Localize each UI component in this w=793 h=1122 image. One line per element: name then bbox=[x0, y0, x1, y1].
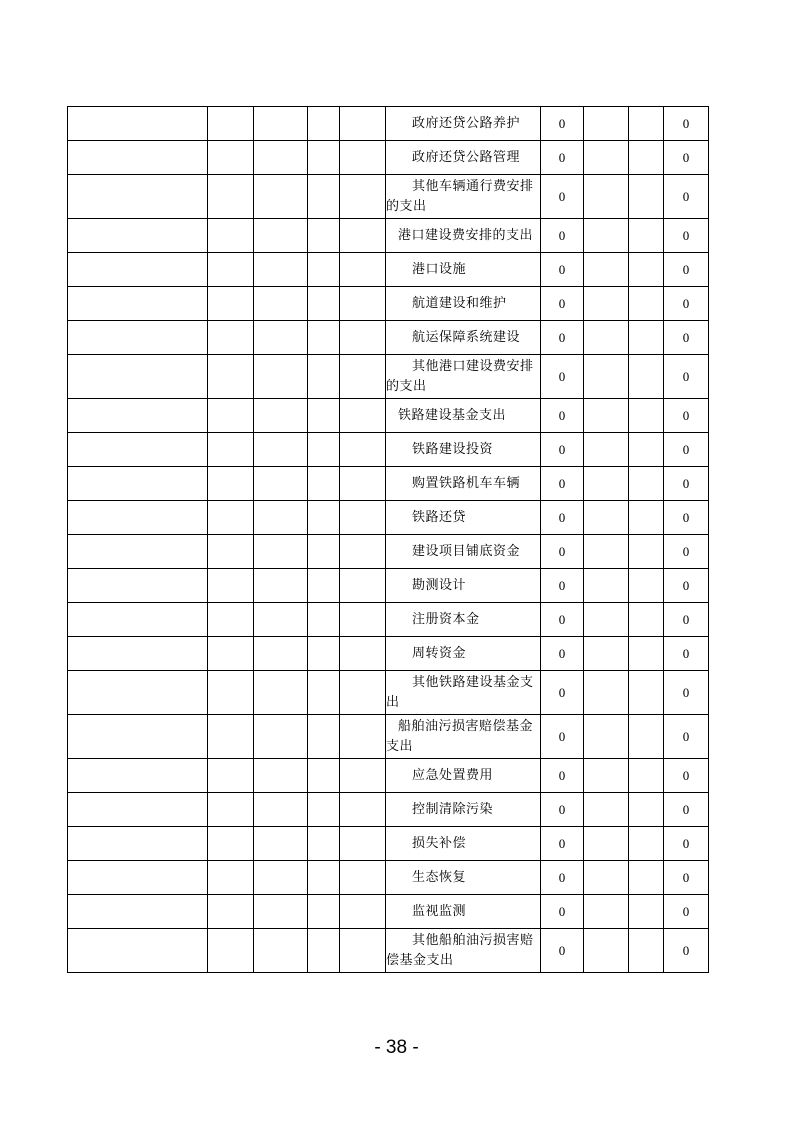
table-row bbox=[68, 603, 709, 637]
cell-c9 bbox=[629, 467, 664, 501]
cell-c3 bbox=[254, 895, 308, 929]
cell-c4 bbox=[308, 793, 340, 827]
cell-c1 bbox=[68, 759, 208, 793]
cell-c3 bbox=[254, 399, 308, 433]
cell-c1 bbox=[68, 253, 208, 287]
cell-c2 bbox=[208, 895, 254, 929]
cell-c8 bbox=[584, 895, 629, 929]
cell-c3 bbox=[254, 715, 308, 759]
table-row bbox=[68, 535, 709, 569]
cell-c2 bbox=[208, 861, 254, 895]
cell-c4 bbox=[308, 219, 340, 253]
cell-c8 bbox=[584, 671, 629, 715]
cell-c2 bbox=[208, 141, 254, 175]
cell-c2 bbox=[208, 793, 254, 827]
cell-c4 bbox=[308, 861, 340, 895]
cell-c5 bbox=[340, 569, 386, 603]
item-name: 应急处置费用 bbox=[412, 767, 494, 783]
value-cell: 0 bbox=[541, 355, 584, 399]
cell-c9 bbox=[629, 399, 664, 433]
value-cell: 0 bbox=[541, 175, 584, 219]
cell-c5 bbox=[340, 603, 386, 637]
value-cell: 0 bbox=[664, 253, 709, 287]
cell-c4 bbox=[308, 535, 340, 569]
cell-c2 bbox=[208, 321, 254, 355]
cell-c5 bbox=[340, 759, 386, 793]
value-cell: 0 bbox=[664, 827, 709, 861]
cell-c9 bbox=[629, 929, 664, 973]
item-name: 其他铁路建设基金支出 bbox=[386, 674, 534, 710]
item-name-cell bbox=[386, 175, 541, 219]
cell-c9 bbox=[629, 637, 664, 671]
cell-c8 bbox=[584, 107, 629, 141]
cell-c3 bbox=[254, 141, 308, 175]
cell-c9 bbox=[629, 175, 664, 219]
cell-c2 bbox=[208, 715, 254, 759]
value-cell: 0 bbox=[541, 793, 584, 827]
item-name-cell bbox=[386, 929, 541, 973]
cell-c1 bbox=[68, 399, 208, 433]
value-cell: 0 bbox=[664, 793, 709, 827]
budget-table bbox=[67, 106, 709, 973]
cell-c8 bbox=[584, 219, 629, 253]
cell-c4 bbox=[308, 175, 340, 219]
page-number: - 38 - bbox=[374, 1037, 419, 1058]
value-cell: 0 bbox=[664, 895, 709, 929]
cell-c5 bbox=[340, 321, 386, 355]
value-cell: 0 bbox=[541, 827, 584, 861]
item-name: 生态恢复 bbox=[412, 869, 467, 885]
cell-c5 bbox=[340, 175, 386, 219]
cell-c3 bbox=[254, 603, 308, 637]
item-name-cell bbox=[386, 253, 541, 287]
item-name-cell bbox=[386, 399, 541, 433]
value-cell: 0 bbox=[541, 637, 584, 671]
cell-c2 bbox=[208, 219, 254, 253]
value-cell: 0 bbox=[541, 929, 584, 973]
cell-c3 bbox=[254, 861, 308, 895]
cell-c8 bbox=[584, 501, 629, 535]
item-name: 航运保障系统建设 bbox=[412, 329, 521, 345]
table-row bbox=[68, 793, 709, 827]
value-cell: 0 bbox=[664, 467, 709, 501]
item-name-cell bbox=[386, 793, 541, 827]
cell-c5 bbox=[340, 827, 386, 861]
item-name: 航道建设和维护 bbox=[412, 295, 507, 311]
cell-c4 bbox=[308, 355, 340, 399]
item-name: 政府还贷公路管理 bbox=[412, 149, 521, 165]
table-row bbox=[68, 219, 709, 253]
cell-c9 bbox=[629, 793, 664, 827]
cell-c3 bbox=[254, 827, 308, 861]
cell-c4 bbox=[308, 253, 340, 287]
cell-c9 bbox=[629, 433, 664, 467]
cell-c5 bbox=[340, 715, 386, 759]
value-cell: 0 bbox=[664, 603, 709, 637]
cell-c2 bbox=[208, 107, 254, 141]
cell-c1 bbox=[68, 467, 208, 501]
table-row bbox=[68, 287, 709, 321]
cell-c3 bbox=[254, 793, 308, 827]
value-cell: 0 bbox=[664, 861, 709, 895]
cell-c2 bbox=[208, 467, 254, 501]
item-name-cell bbox=[386, 141, 541, 175]
cell-c9 bbox=[629, 253, 664, 287]
value-cell: 0 bbox=[541, 287, 584, 321]
cell-c1 bbox=[68, 107, 208, 141]
item-name: 港口设施 bbox=[412, 261, 467, 277]
cell-c1 bbox=[68, 287, 208, 321]
value-cell: 0 bbox=[541, 603, 584, 637]
value-cell: 0 bbox=[541, 219, 584, 253]
cell-c5 bbox=[340, 861, 386, 895]
value-cell: 0 bbox=[541, 253, 584, 287]
value-cell: 0 bbox=[541, 433, 584, 467]
item-name-cell bbox=[386, 895, 541, 929]
cell-c8 bbox=[584, 929, 629, 973]
cell-c2 bbox=[208, 569, 254, 603]
cell-c4 bbox=[308, 895, 340, 929]
cell-c3 bbox=[254, 321, 308, 355]
cell-c8 bbox=[584, 827, 629, 861]
cell-c1 bbox=[68, 827, 208, 861]
table-row bbox=[68, 861, 709, 895]
cell-c5 bbox=[340, 929, 386, 973]
item-name: 其他港口建设费安排的支出 bbox=[386, 358, 534, 394]
value-cell: 0 bbox=[664, 501, 709, 535]
value-cell: 0 bbox=[541, 467, 584, 501]
table-row bbox=[68, 827, 709, 861]
value-cell: 0 bbox=[664, 637, 709, 671]
cell-c4 bbox=[308, 715, 340, 759]
cell-c5 bbox=[340, 141, 386, 175]
cell-c5 bbox=[340, 219, 386, 253]
table-body bbox=[68, 107, 709, 973]
cell-c3 bbox=[254, 107, 308, 141]
cell-c9 bbox=[629, 501, 664, 535]
cell-c4 bbox=[308, 321, 340, 355]
value-cell: 0 bbox=[541, 759, 584, 793]
cell-c1 bbox=[68, 141, 208, 175]
table-row bbox=[68, 175, 709, 219]
cell-c8 bbox=[584, 793, 629, 827]
item-name: 铁路建设投资 bbox=[412, 441, 494, 457]
cell-c8 bbox=[584, 141, 629, 175]
value-cell: 0 bbox=[664, 433, 709, 467]
table-row bbox=[68, 253, 709, 287]
value-cell: 0 bbox=[664, 355, 709, 399]
cell-c2 bbox=[208, 827, 254, 861]
item-name-cell bbox=[386, 287, 541, 321]
item-name: 损失补偿 bbox=[412, 835, 467, 851]
cell-c8 bbox=[584, 287, 629, 321]
cell-c1 bbox=[68, 501, 208, 535]
cell-c8 bbox=[584, 321, 629, 355]
cell-c3 bbox=[254, 535, 308, 569]
cell-c1 bbox=[68, 433, 208, 467]
cell-c4 bbox=[308, 929, 340, 973]
item-name: 其他车辆通行费安排的支出 bbox=[386, 178, 534, 214]
cell-c1 bbox=[68, 175, 208, 219]
item-name-cell bbox=[386, 355, 541, 399]
cell-c8 bbox=[584, 535, 629, 569]
value-cell: 0 bbox=[664, 671, 709, 715]
item-name: 铁路建设基金支出 bbox=[398, 407, 507, 423]
cell-c9 bbox=[629, 569, 664, 603]
cell-c1 bbox=[68, 895, 208, 929]
cell-c4 bbox=[308, 399, 340, 433]
cell-c1 bbox=[68, 715, 208, 759]
cell-c4 bbox=[308, 827, 340, 861]
value-cell: 0 bbox=[541, 141, 584, 175]
cell-c9 bbox=[629, 671, 664, 715]
cell-c4 bbox=[308, 671, 340, 715]
value-cell: 0 bbox=[541, 501, 584, 535]
value-cell: 0 bbox=[541, 569, 584, 603]
value-cell: 0 bbox=[664, 399, 709, 433]
item-name: 购置铁路机车车辆 bbox=[412, 475, 521, 491]
cell-c5 bbox=[340, 793, 386, 827]
cell-c3 bbox=[254, 219, 308, 253]
value-cell: 0 bbox=[541, 321, 584, 355]
cell-c4 bbox=[308, 433, 340, 467]
value-cell: 0 bbox=[541, 671, 584, 715]
cell-c2 bbox=[208, 399, 254, 433]
cell-c2 bbox=[208, 287, 254, 321]
cell-c4 bbox=[308, 141, 340, 175]
value-cell: 0 bbox=[664, 535, 709, 569]
item-name: 政府还贷公路养护 bbox=[412, 115, 521, 131]
table-row bbox=[68, 321, 709, 355]
cell-c8 bbox=[584, 467, 629, 501]
value-cell: 0 bbox=[541, 399, 584, 433]
cell-c4 bbox=[308, 637, 340, 671]
item-name-cell bbox=[386, 535, 541, 569]
value-cell: 0 bbox=[664, 759, 709, 793]
cell-c2 bbox=[208, 433, 254, 467]
table-row bbox=[68, 569, 709, 603]
cell-c8 bbox=[584, 433, 629, 467]
table-row bbox=[68, 141, 709, 175]
table-row bbox=[68, 759, 709, 793]
cell-c9 bbox=[629, 287, 664, 321]
cell-c1 bbox=[68, 603, 208, 637]
cell-c1 bbox=[68, 321, 208, 355]
item-name-cell bbox=[386, 467, 541, 501]
cell-c5 bbox=[340, 399, 386, 433]
value-cell: 0 bbox=[664, 219, 709, 253]
cell-c3 bbox=[254, 501, 308, 535]
cell-c1 bbox=[68, 569, 208, 603]
cell-c9 bbox=[629, 355, 664, 399]
item-name: 港口建设费安排的支出 bbox=[398, 227, 534, 243]
cell-c4 bbox=[308, 467, 340, 501]
cell-c5 bbox=[340, 637, 386, 671]
value-cell: 0 bbox=[664, 929, 709, 973]
cell-c9 bbox=[629, 603, 664, 637]
cell-c3 bbox=[254, 433, 308, 467]
value-cell: 0 bbox=[664, 107, 709, 141]
cell-c2 bbox=[208, 603, 254, 637]
cell-c1 bbox=[68, 637, 208, 671]
item-name: 注册资本金 bbox=[412, 611, 480, 627]
cell-c5 bbox=[340, 107, 386, 141]
cell-c5 bbox=[340, 671, 386, 715]
cell-c1 bbox=[68, 929, 208, 973]
cell-c8 bbox=[584, 175, 629, 219]
cell-c3 bbox=[254, 671, 308, 715]
cell-c5 bbox=[340, 501, 386, 535]
item-name-cell bbox=[386, 569, 541, 603]
cell-c9 bbox=[629, 107, 664, 141]
cell-c9 bbox=[629, 219, 664, 253]
cell-c3 bbox=[254, 759, 308, 793]
cell-c9 bbox=[629, 535, 664, 569]
cell-c3 bbox=[254, 175, 308, 219]
cell-c2 bbox=[208, 637, 254, 671]
cell-c9 bbox=[629, 715, 664, 759]
cell-c2 bbox=[208, 929, 254, 973]
cell-c1 bbox=[68, 355, 208, 399]
item-name: 铁路还贷 bbox=[412, 509, 467, 525]
item-name-cell bbox=[386, 433, 541, 467]
cell-c1 bbox=[68, 535, 208, 569]
item-name-cell bbox=[386, 321, 541, 355]
cell-c5 bbox=[340, 433, 386, 467]
cell-c2 bbox=[208, 253, 254, 287]
value-cell: 0 bbox=[664, 569, 709, 603]
table-row bbox=[68, 107, 709, 141]
item-name-cell bbox=[386, 603, 541, 637]
item-name: 控制清除污染 bbox=[412, 801, 494, 817]
cell-c5 bbox=[340, 355, 386, 399]
cell-c3 bbox=[254, 355, 308, 399]
cell-c5 bbox=[340, 253, 386, 287]
item-name: 勘测设计 bbox=[412, 577, 467, 593]
cell-c4 bbox=[308, 569, 340, 603]
table-row bbox=[68, 895, 709, 929]
table-row bbox=[68, 501, 709, 535]
item-name-cell bbox=[386, 671, 541, 715]
value-cell: 0 bbox=[541, 895, 584, 929]
cell-c5 bbox=[340, 467, 386, 501]
cell-c8 bbox=[584, 569, 629, 603]
cell-c4 bbox=[308, 603, 340, 637]
cell-c4 bbox=[308, 107, 340, 141]
item-name-cell bbox=[386, 827, 541, 861]
item-name-cell bbox=[386, 219, 541, 253]
item-name: 船舶油污损害赔偿基金支出 bbox=[386, 718, 534, 754]
cell-c9 bbox=[629, 827, 664, 861]
item-name: 监视监测 bbox=[412, 903, 467, 919]
cell-c2 bbox=[208, 355, 254, 399]
item-name-cell bbox=[386, 759, 541, 793]
cell-c5 bbox=[340, 287, 386, 321]
cell-c4 bbox=[308, 501, 340, 535]
cell-c8 bbox=[584, 399, 629, 433]
cell-c8 bbox=[584, 253, 629, 287]
cell-c1 bbox=[68, 219, 208, 253]
cell-c8 bbox=[584, 637, 629, 671]
cell-c8 bbox=[584, 861, 629, 895]
item-name-cell bbox=[386, 715, 541, 759]
item-name-cell bbox=[386, 861, 541, 895]
cell-c3 bbox=[254, 287, 308, 321]
cell-c1 bbox=[68, 861, 208, 895]
cell-c9 bbox=[629, 895, 664, 929]
cell-c9 bbox=[629, 861, 664, 895]
cell-c4 bbox=[308, 287, 340, 321]
value-cell: 0 bbox=[541, 715, 584, 759]
value-cell: 0 bbox=[541, 535, 584, 569]
cell-c9 bbox=[629, 141, 664, 175]
item-name: 建设项目铺底资金 bbox=[412, 543, 521, 559]
cell-c3 bbox=[254, 253, 308, 287]
table-row bbox=[68, 467, 709, 501]
cell-c5 bbox=[340, 895, 386, 929]
cell-c3 bbox=[254, 569, 308, 603]
item-name-cell bbox=[386, 107, 541, 141]
cell-c3 bbox=[254, 637, 308, 671]
table-row bbox=[68, 671, 709, 715]
cell-c3 bbox=[254, 467, 308, 501]
table-row bbox=[68, 355, 709, 399]
value-cell: 0 bbox=[541, 107, 584, 141]
cell-c8 bbox=[584, 715, 629, 759]
cell-c2 bbox=[208, 175, 254, 219]
table-row bbox=[68, 637, 709, 671]
item-name: 其他船舶油污损害赔偿基金支出 bbox=[386, 932, 534, 968]
cell-c8 bbox=[584, 759, 629, 793]
cell-c2 bbox=[208, 759, 254, 793]
cell-c8 bbox=[584, 355, 629, 399]
table-row bbox=[68, 399, 709, 433]
item-name-cell bbox=[386, 501, 541, 535]
value-cell: 0 bbox=[541, 861, 584, 895]
cell-c9 bbox=[629, 759, 664, 793]
value-cell: 0 bbox=[664, 287, 709, 321]
item-name: 周转资金 bbox=[412, 645, 467, 661]
table-row bbox=[68, 433, 709, 467]
table-row bbox=[68, 715, 709, 759]
item-name-cell bbox=[386, 637, 541, 671]
cell-c5 bbox=[340, 535, 386, 569]
table-row bbox=[68, 929, 709, 973]
cell-c8 bbox=[584, 603, 629, 637]
cell-c2 bbox=[208, 501, 254, 535]
cell-c4 bbox=[308, 759, 340, 793]
value-cell: 0 bbox=[664, 141, 709, 175]
value-cell: 0 bbox=[664, 321, 709, 355]
cell-c1 bbox=[68, 671, 208, 715]
cell-c2 bbox=[208, 671, 254, 715]
cell-c2 bbox=[208, 535, 254, 569]
value-cell: 0 bbox=[664, 715, 709, 759]
value-cell: 0 bbox=[664, 175, 709, 219]
cell-c9 bbox=[629, 321, 664, 355]
cell-c3 bbox=[254, 929, 308, 973]
cell-c1 bbox=[68, 793, 208, 827]
